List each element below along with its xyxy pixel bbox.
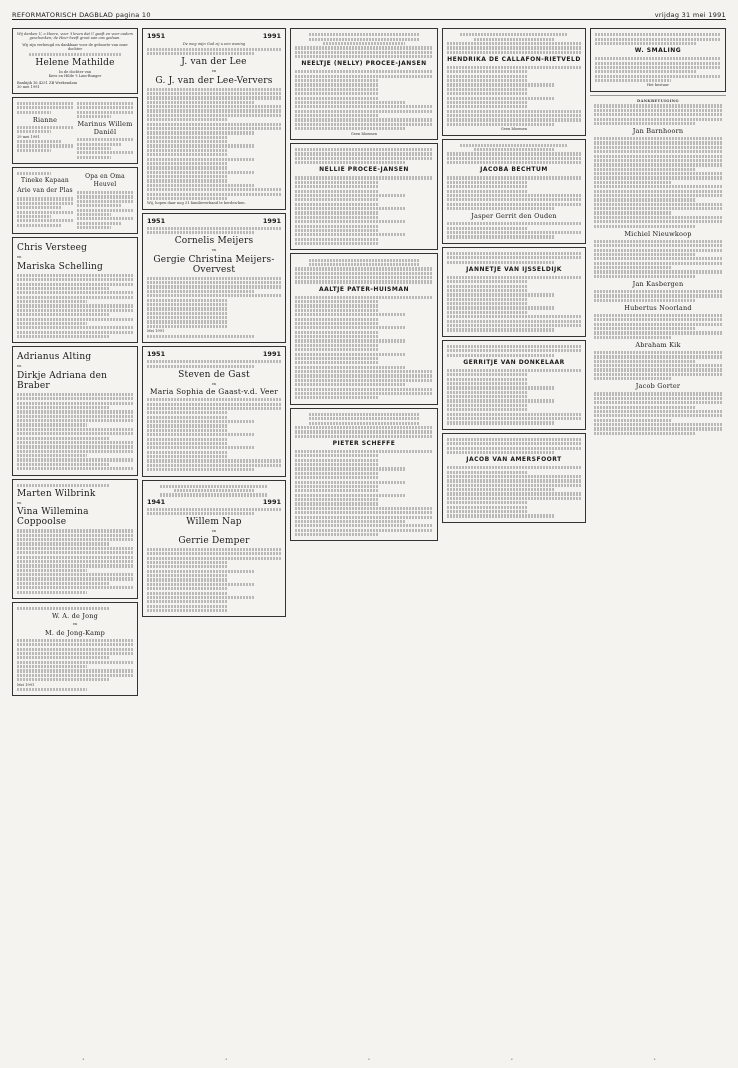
column-5 <box>590 28 726 1054</box>
person-name: M. de Jong-Kamp <box>45 628 105 637</box>
year-start: 1951 <box>147 350 166 359</box>
ad-and: en <box>72 622 78 627</box>
child-name: Marinus Willem Daniël <box>77 120 133 137</box>
year-start: 1951 <box>147 32 166 40</box>
ad-and: en <box>17 364 22 369</box>
bride-name: Vina Willemina Coppoolse <box>17 507 89 528</box>
bride-name: Dirkje Adriana den Braber <box>17 370 108 391</box>
person-name: J. van der Lee <box>181 57 247 68</box>
person-name: G. J. van der Lee-Ververs <box>155 75 273 86</box>
person-name: Opa en Oma Heuvel <box>85 173 125 188</box>
newspaper-title: REFORMATORISCH DAGBLAD pagina 10 <box>12 11 151 19</box>
anniversary-announcement <box>12 602 138 697</box>
ad-date: 29 mei 1991 <box>17 134 40 139</box>
footer-mark: • <box>367 1057 371 1063</box>
obituary <box>442 139 586 244</box>
ad-footer: Wij, hopen daar nog 31 familieverband te herden-ken. <box>147 201 246 206</box>
person-name: Gerrie Demper <box>178 535 250 546</box>
year-start: 1941 <box>147 497 166 506</box>
year-end: 1991 <box>262 350 281 359</box>
thanks-section <box>590 95 726 439</box>
deceased-name: GERRITJE VAN DONKELAAR <box>463 358 565 366</box>
obituary <box>442 247 586 337</box>
newspaper-date: vrijdag 31 mei 1991 <box>654 11 726 19</box>
anniversary-announcement <box>142 480 286 618</box>
column-1 <box>12 28 138 1054</box>
footer-mark: • <box>510 1057 514 1063</box>
engagement-announcement <box>12 167 138 234</box>
groom-name: Marten Wilbrink <box>17 488 96 499</box>
deceased-name: NEELTJE (NELLY) PROCEE-JANSEN <box>301 60 427 68</box>
footer-mark: • <box>224 1057 228 1063</box>
ad-and: en <box>211 529 217 534</box>
column-3 <box>290 28 438 1054</box>
year-end: 1991 <box>262 497 281 506</box>
obituary <box>290 143 438 251</box>
bride-name: Mariska Schelling <box>17 261 103 272</box>
deceased-name: AALTJE PATER-HUISMAN <box>318 285 410 293</box>
anniversary-announcement <box>142 346 286 476</box>
deceased-name: PIETER SCHEFFE <box>332 439 396 447</box>
obituary <box>590 28 726 92</box>
obituary <box>442 28 586 136</box>
ad-date: Mei 1991 <box>147 329 165 334</box>
anniversary-announcement <box>142 213 286 343</box>
person-name: Jan Barnhoorn <box>632 127 684 136</box>
person-name: Abraham Kik <box>635 340 681 349</box>
child-name: Rianne <box>32 115 58 124</box>
birth-announcement <box>12 97 138 164</box>
person-name: Jacob Gorter <box>635 382 681 391</box>
ad-address: Bankijik 16 4251 ZB Werkendam <box>17 80 78 85</box>
wedding-announcement <box>12 237 138 343</box>
person-name: Tineke Kapaan <box>21 177 69 185</box>
groom-name: Adrianus Alting <box>17 352 92 363</box>
ad-text: Wij zijn verheugd en dankbaar voor de geboorte van onze dochter <box>22 42 128 52</box>
obituary <box>442 433 586 523</box>
ad-and: en <box>211 69 217 74</box>
year-end: 1991 <box>262 32 281 40</box>
person-name: Michiel Nieuwkoop <box>624 229 692 238</box>
column-4 <box>442 28 586 1054</box>
deceased-name: NELLIE PROCEE-JANSEN <box>319 166 409 174</box>
deceased-name: JANNETJE VAN IJSSELDIJK <box>466 265 562 273</box>
wedding-announcement <box>12 479 138 599</box>
person-name: Cornelis Meijers <box>174 236 254 247</box>
person-name: Willem Nap <box>186 517 242 528</box>
ad-and: en <box>211 248 217 253</box>
obituary <box>442 340 586 430</box>
person-name: Maria Sophia de Gaast-v.d. Veer <box>149 387 279 397</box>
obituary <box>290 28 438 140</box>
ad-parents: Kees en Hilde 't Lam-Bunger <box>48 74 102 79</box>
wedding-announcement <box>12 346 138 475</box>
ad-text: In de dochter van <box>58 70 92 74</box>
ad-and: en <box>211 381 217 386</box>
footer-mark: • <box>81 1057 85 1063</box>
person-name: Jasper Gerrit den Ouden <box>471 212 557 221</box>
ad-and: en <box>17 500 22 505</box>
ad-date: Mei 1991 <box>17 682 35 687</box>
deceased-name: W. SMALING <box>634 47 682 55</box>
footer-mark: • <box>653 1057 657 1063</box>
person-name: Jan Kasbergen <box>632 279 684 288</box>
year-start: 1951 <box>147 216 166 225</box>
section-title: DANKBETUIGING <box>637 98 679 103</box>
ad-verse: Wij danken U, o Heere, voor 't leven dat U gaaft en voor ouders geschonken; de Heer heeft groot aan ons gedaan. <box>17 32 134 41</box>
obituary <box>290 408 438 542</box>
obituary <box>290 253 438 404</box>
page-header <box>12 6 726 20</box>
column-2 <box>142 28 286 1054</box>
child-name: Helene Mathilde <box>35 58 115 68</box>
person-name: W. A. de Jong <box>51 612 99 621</box>
ad-signature: Het bestuur <box>647 83 669 88</box>
person-name: Steven de Gast <box>178 369 250 380</box>
birth-announcement <box>12 28 138 94</box>
person-name: Gergie Christina Meijers-Overvest <box>153 254 275 275</box>
deceased-name: JACOB VAN AMERSFOORT <box>466 456 562 464</box>
deceased-name: HENDRIKA DE CALLAFON-RIETVELD <box>447 55 581 63</box>
page-footer <box>12 1057 726 1065</box>
year-end: 1991 <box>262 216 281 225</box>
person-name: Hubertus Noorland <box>624 303 692 312</box>
deceased-name: JACOBA BECHTUM <box>480 166 548 174</box>
groom-name: Chris Versteeg <box>17 243 88 254</box>
ad-and: en <box>17 255 22 260</box>
anniversary-announcement <box>142 28 286 210</box>
person-name: Arie van der Plas <box>17 187 73 195</box>
no-flowers: Geen bloemen <box>350 131 378 136</box>
ad-date: 30 mei 1991 <box>17 85 40 90</box>
no-flowers: Geen bloemen <box>500 127 528 132</box>
ad-verse: De weg mijn God zij u een woning <box>182 42 246 46</box>
